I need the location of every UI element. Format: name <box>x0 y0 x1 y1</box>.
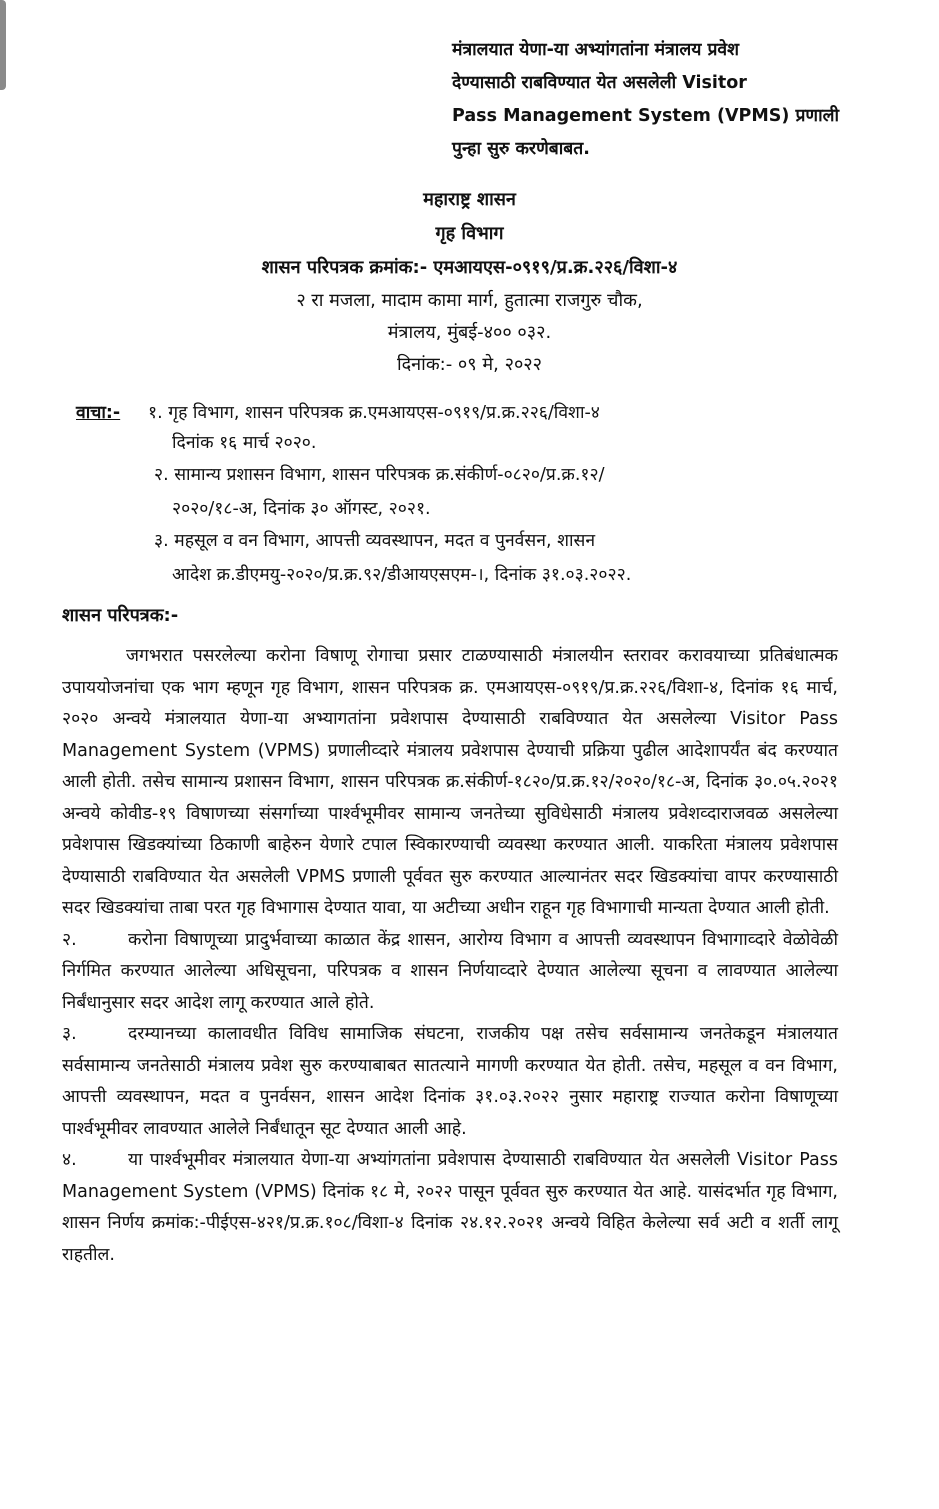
subject-line: Pass Management System (VPMS) प्रणाली <box>452 106 840 126</box>
circular-body <box>62 641 838 1271</box>
subject-block <box>452 34 852 166</box>
reference-line: २०२०/१८-अ, दिनांक ३० ऑगस्ट, २०२१. <box>172 499 431 519</box>
circular-number: शासन परिपत्रक क्रमांक:- एमआयएस-०९१९/प्र.क्र.२२६/विशा-४ <box>261 257 678 278</box>
subject-line: पुन्हा सुरु करणेबाबत. <box>452 139 590 159</box>
paragraph-2 <box>62 925 838 1020</box>
department-name: गृह विभाग <box>435 223 504 244</box>
paragraph-number: २. <box>62 929 77 950</box>
circular-heading: शासन परिपत्रक:- <box>62 605 179 626</box>
paragraph-3 <box>62 1019 838 1145</box>
government-name: महाराष्ट्र शासन <box>423 189 516 210</box>
issue-date: दिनांक:- ०९ मे, २०२२ <box>396 354 543 375</box>
paragraph-text: दरम्यानच्या कालावधीत विविध सामाजिक संघटना, राजकीय पक्ष तसेच सर्वसामान्य जनतेकडून मंत्रालयात सर्वसामान्य जनतेसाठी मंत्रालय प्रवेश सुरु करण्याबाबत सातत्याने मागणी करण्यात येत होती. तसेच, महसूल व वन विभाग, आपत्ती व्यवस्थापन, मदत व पुनर्वसन, शासन आदेश दिनांक ३१.०३.२०२२ नुसार महाराष्ट्र राज्यात करोना विषाणूच्या पार्श्वभूमीवर लावण्यात आलेले निर्बंधातून सूट देण्यात आली आहे. <box>62 1024 838 1139</box>
reference-line: दिनांक १६ मार्च २०२०. <box>172 433 317 453</box>
reference-line: ३. महसूल व वन विभाग, आपत्ती व्यवस्थापन, मदत व पुनर्वसन, शासन <box>154 531 596 551</box>
paragraph-text: या पार्श्वभूमीवर मंत्रालयात येणा-या अभ्यांगतांना प्रवेशपास देण्यासाठी राबविण्यात येत असलेली Visitor Pass Management System (VPMS) दिनांक १८ मे, २०२२ पासून पूर्ववत सुरु करण्यात येत आहे. यासंदर्भात गृह विभाग, शासन निर्णय क्रमांक:-पीईएस-४२१/प्र.क्र.१०८/विशा-४ दिनांक २४.१२.२०२१ अन्वये विहित केलेल्या सर्व अटी व शर्ती लागू राहतील. <box>62 1150 838 1265</box>
address-line-1: २ रा मजला, मादाम कामा मार्ग, हुतात्मा राजगुरु चौक, <box>296 290 643 311</box>
paragraph-number: ४. <box>62 1150 77 1170</box>
paragraph-1: जगभरात पसरलेल्या करोना विषाणू रोगाचा प्रसार टाळण्यासाठी मंत्रालयीन स्तरावर करावयाच्या प्रतिबंधात्मक उपाययोजनांचा एक भाग म्हणून गृह विभाग, शासन परिपत्रक क्र. एमआयएस-०९१९/प्र.क्र.२२६/विशा-४, दिनांक १६ मार्च, २०२० अन्वये मंत्रालयात येणा-या अभ्यागतांना प्रवेशपास देण्यासाठी राबविण्यात येत असलेल्या Visitor Pass Management System (VPMS) प्रणालीव्दारे मंत्रालय प्रवेशपास देण्याची प्रक्रिया पुढील आदेशापर्यंत बंद करण्यात आली होती. तसेच सामान्य प्रशासन विभाग, शासन परिपत्रक क्र.संकीर्ण-१८२०/प्र.क्र.१२/२०२०/१८-अ, दिनांक ३०.०५.२०२१ अन्वये कोवीड-१९ विषाणच्या संसर्गाच्या पार्श्वभूमीवर सामान्य जनतेच्या सुविधेसाठी मंत्रालय प्रवेशव्दाराजवळ असलेल्या प्रवेशपास खिडक्यांच्या ठिकाणी बाहेरुन येणारे टपाल स्विकारण्याची व्यवस्था करण्यात आली. याकरिता मंत्रालय प्रवेशपास देण्यासाठी राबविण्यात येत असलेली VPMS प्रणाली पूर्ववत सुरु करण्यात आल्यानंतर सदर खिडक्यांचा वापर करण्यासाठी सदर खिडक्यांचा ताबा परत गृह विभागास देण्यात यावा, या अटीच्या अधीन राहून गृह विभागाची मान्यता देण्यात आली होती. <box>62 646 838 918</box>
scroll-edge-handle <box>0 0 6 90</box>
references-label: वाचा:- <box>76 403 121 423</box>
reference-line: आदेश क्र.डीएमयु-२०२०/प्र.क्र.९२/डीआयएसएम-।, दिनांक ३१.०३.२०२२. <box>172 565 632 585</box>
address-line-2: मंत्रालय, मुंबई-४०० ०३२. <box>387 322 552 343</box>
paragraph-4 <box>62 1145 838 1271</box>
paragraph-number: ३. <box>62 1024 77 1044</box>
subject-line: देण्यासाठी राबविण्यात येत असलेली Visitor <box>452 73 747 93</box>
subject-line: मंत्रालयात येणा-या अभ्यांगतांना मंत्रालय प्रवेश <box>452 40 740 60</box>
paragraph-text: करोना विषाणूच्या प्रादुर्भवाच्या काळात केंद्र शासन, आरोग्य विभाग व आपत्ती व्यवस्थापन विभागाव्दारे वेळोवेळी निर्गमित करण्यात आलेल्या अधिसूचना, परिपत्रक व शासन निर्णयाव्दारे देण्यात आलेल्या सूचना व लावण्यात आलेल्या निर्बंधानुसार सदर आदेश लागू करण्यात आले होते. <box>62 929 838 1013</box>
reference-line: १. गृह विभाग, शासन परिपत्रक क्र.एमआयएस-०९१९/प्र.क्र.२२६/विशा-४ <box>148 403 600 423</box>
reference-line: २. सामान्य प्रशासन विभाग, शासन परिपत्रक क्र.संकीर्ण-०८२०/प्र.क्र.१२/ <box>154 465 605 485</box>
